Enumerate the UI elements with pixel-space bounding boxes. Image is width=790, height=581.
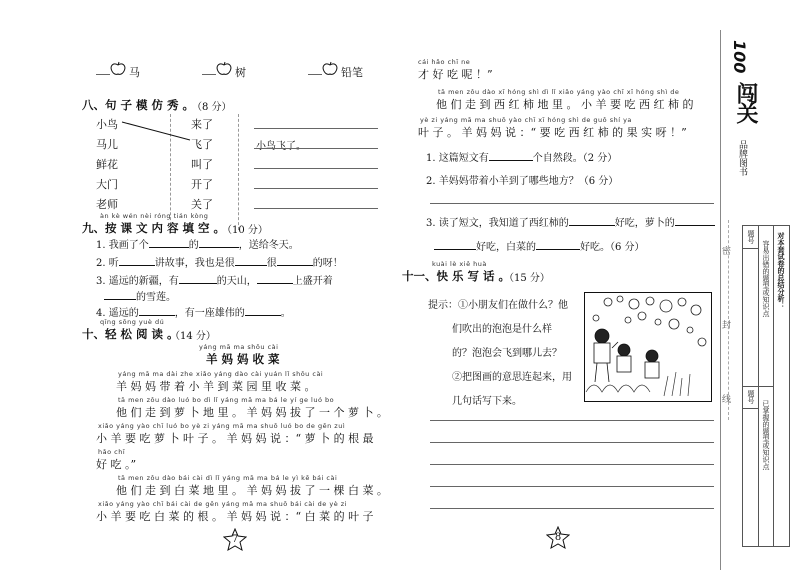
- apple-blank-3: [308, 74, 322, 75]
- sec11-score: （15 分）: [504, 273, 550, 284]
- apple-icon: [322, 61, 338, 76]
- brand-number: 100: [730, 40, 749, 74]
- hint-line: ②把图画的意思连起来，用: [452, 372, 572, 383]
- answer-line[interactable]: [430, 203, 714, 204]
- brand-logo: [724, 40, 764, 190]
- sec8-left-word: 鲜花: [96, 158, 118, 171]
- q3-text: 的雪莲。: [136, 292, 176, 303]
- hint-line: 几句话写下来。: [452, 396, 522, 407]
- story-line: 他 们 走 到 萝 卜 地 里 。 羊 妈 妈 拔 了 一 个 萝 卜 。: [116, 406, 388, 419]
- q3-blank[interactable]: [104, 299, 136, 300]
- story-line: 羊 妈 妈 带 着 小 羊 到 菜 园 里 收 菜 。: [116, 380, 316, 393]
- hint-line: 们吹出的泡泡是什么样: [452, 324, 552, 335]
- sec9-title: 九、按 课 文 内 容 填 空 。: [82, 221, 226, 235]
- q2-blank[interactable]: [277, 265, 313, 266]
- story-title-pinyin: yáng mā ma shōu cài: [199, 343, 279, 351]
- story-line: 小 羊 要 吃 萝 卜 叶 子 。 羊 妈 妈 说 ：“ 萝 卜 的 根 最: [96, 432, 374, 445]
- q3-text: 好吃，萝卜的: [614, 218, 675, 229]
- q1-blank[interactable]: [199, 247, 239, 248]
- q3-blank[interactable]: [675, 225, 715, 226]
- story-pinyin: cái hǎo chī ne: [418, 58, 471, 66]
- story-pinyin: xiǎo yáng yào chī bái cài de gēn yáng mā ma shuō bái cài de yè zi: [98, 500, 347, 508]
- sec9-q3: [96, 272, 333, 287]
- sec11-pinyin: kuài lè xiě huà: [432, 260, 487, 268]
- reading-q3: [426, 214, 715, 229]
- q1-text: 1. 我画了个: [96, 240, 149, 251]
- bubbles-illustration: [584, 292, 712, 402]
- sec8-left-word: 大门: [96, 178, 118, 191]
- q4-text: ，有一座雄伟的: [174, 308, 245, 319]
- q3-blank[interactable]: [536, 249, 580, 250]
- sec9-q3-cont: [104, 288, 176, 303]
- table-title: 对本套试卷的总结分析：: [777, 232, 785, 309]
- story-pinyin: tā men zǒu dào bái cài dì lǐ yáng mā ma bá le yì kē bái cài: [118, 474, 338, 482]
- q1-text: ，送给冬天。: [238, 240, 299, 251]
- story-pinyin: yáng mā ma dài zhe xiǎo yáng dào cài yuán lǐ shōu cài: [118, 370, 324, 378]
- apple-icon: [110, 61, 126, 76]
- q3-text: 3. 读了短文，我知道了西红柿的: [426, 218, 569, 229]
- sec10-pinyin: qīng sōng yuè dú: [100, 318, 165, 326]
- sec11-title: 十一、快 乐 写 话 。: [402, 269, 511, 283]
- apple-blank-1: [96, 74, 110, 75]
- apple-word-2: 树: [235, 66, 246, 79]
- reading-q2: 2. 羊妈妈带着小羊到了哪些地方？（6 分）: [426, 176, 619, 187]
- writing-line[interactable]: [430, 464, 714, 465]
- sec9-q2: [96, 254, 343, 269]
- row1-text: 容易出错的题型或知识点: [762, 240, 770, 317]
- q3-text: 好吃，白菜的: [476, 242, 536, 253]
- example-connector-line: [120, 118, 192, 144]
- q3-text: 的天山，: [216, 276, 257, 287]
- hint-line: 提示：①小朋友们在做什么？他: [428, 300, 568, 311]
- row1-label: 题号: [747, 230, 755, 244]
- brand-sub: 品牌图书: [737, 140, 747, 176]
- sec9-score: （10 分）: [222, 225, 268, 236]
- table-divider: [773, 226, 774, 546]
- q3-blank[interactable]: [569, 225, 615, 226]
- story-line: 叶 子 。 羊 妈 妈 说 ：“ 要 吃 西 红 柿 的 果 实 呀 ！”: [418, 126, 687, 139]
- answer-line[interactable]: [254, 168, 378, 169]
- q1-text: 的: [188, 240, 199, 251]
- table-divider: [743, 408, 758, 409]
- q3-blank[interactable]: [434, 249, 476, 250]
- q2-text: 很: [266, 258, 277, 269]
- analysis-table: [742, 225, 790, 547]
- q2-text: 的呀！: [312, 258, 343, 269]
- answer-line[interactable]: [254, 148, 378, 149]
- apple-icon: [216, 61, 232, 76]
- sec8-score: （8 分）: [192, 102, 232, 113]
- q3-text: 上盛开着: [292, 276, 333, 287]
- sec8-left-word: 小鸟: [96, 118, 118, 131]
- q1-text: 个自然段。（2 分）: [532, 153, 618, 164]
- story-pinyin: tā men zǒu dào luó bo dì lǐ yáng mā ma bá le yí ge luó bo: [118, 396, 335, 404]
- sec8-right-word: 关了: [191, 198, 213, 211]
- q2-blank[interactable]: [235, 265, 267, 266]
- answer-line[interactable]: [254, 188, 378, 189]
- sec8-title: 八、句 子 模 仿 秀 。: [82, 98, 195, 112]
- q1-text: 1. 这篇短文有: [426, 153, 489, 164]
- seal-char: 封: [722, 321, 732, 331]
- writing-line[interactable]: [430, 508, 714, 509]
- sec9-pinyin: àn kè wén nèi róng tián kòng: [100, 212, 209, 220]
- story-pinyin: tā men zǒu dào xī hóng shì dì lǐ xiǎo yáng yào chī xī hóng shì de: [438, 88, 680, 96]
- sec8-left-word: 马儿: [96, 138, 118, 151]
- page-number: 7: [231, 534, 239, 545]
- writing-line[interactable]: [430, 442, 714, 443]
- sec8-right-word: 来了: [191, 118, 213, 131]
- writing-line[interactable]: [430, 486, 714, 487]
- story-pinyin: xiǎo yáng yào chī luó bo yè zi yáng mā ma shuō luó bo de gēn zuì: [98, 422, 346, 430]
- seal-char: 线: [722, 395, 732, 405]
- story-line: 才 好 吃 呢 ！”: [418, 68, 493, 81]
- apple-word-3: 铅笔: [341, 66, 363, 79]
- story-pinyin: hǎo chī: [98, 448, 126, 456]
- q4-blank[interactable]: [245, 315, 281, 316]
- table-divider: [743, 386, 773, 387]
- row2-text: 已掌握的题型或知识点: [762, 400, 770, 470]
- seal-char: 密: [722, 247, 732, 257]
- q3-text: 好吃。（6 分）: [580, 242, 645, 253]
- hint-line: 的？泡泡会飞到哪儿去？: [452, 348, 562, 359]
- binding-edge: [720, 30, 721, 570]
- sec8-right-word: 开了: [191, 178, 213, 191]
- sec9-q4: [96, 304, 291, 319]
- seal-dashed-line: [728, 220, 729, 420]
- sec8-right-word: 叫了: [191, 158, 213, 171]
- story-title: 羊 妈 妈 收 菜: [206, 352, 280, 366]
- brand-name: 闯关: [733, 82, 758, 122]
- story-line: 他 们 走 到 白 菜 地 里 。 羊 妈 妈 拔 了 一 棵 白 菜 。: [116, 484, 388, 497]
- reading-q3-cont: [434, 238, 645, 253]
- q2-blank[interactable]: [119, 265, 155, 266]
- reading-q1: [426, 149, 617, 164]
- example-answer: 小鸟飞了。: [256, 141, 306, 152]
- q4-blank[interactable]: [139, 315, 175, 316]
- q1-blank[interactable]: [149, 247, 189, 248]
- q2-text: 2. 听: [96, 258, 119, 269]
- apple-word-1: 马: [129, 66, 140, 79]
- q3-blank[interactable]: [257, 283, 293, 284]
- story-line: 小 羊 要 吃 白 菜 的 根 。 羊 妈 妈 说 ：“ 白 菜 的 叶 子: [96, 510, 374, 523]
- q4-text: 。: [280, 308, 291, 319]
- sec8-right-word: 飞了: [191, 138, 213, 151]
- row2-label: 题号: [747, 390, 755, 404]
- sec8-left-word: 老师: [96, 198, 118, 211]
- answer-line[interactable]: [254, 208, 378, 209]
- sec10-title: 十、轻 松 阅 读 。: [82, 327, 179, 341]
- story-line: 他 们 走 到 西 红 柿 地 里 。 小 羊 要 吃 西 红 柿 的: [436, 98, 694, 111]
- q3-blank[interactable]: [179, 283, 217, 284]
- divider-dashed: [238, 114, 239, 230]
- story-line: 好 吃 。”: [96, 458, 137, 471]
- q3-text: 3. 遥远的新疆，有: [96, 276, 179, 287]
- writing-line[interactable]: [430, 420, 714, 421]
- table-divider: [743, 248, 758, 249]
- sec10-score: （14 分）: [170, 331, 216, 342]
- answer-line[interactable]: [254, 128, 378, 129]
- page-number: 8: [554, 532, 562, 543]
- story-pinyin: yè zi yáng mā ma shuō yào chī xī hóng shì de guǒ shí ya: [420, 116, 632, 124]
- sec9-q1: [96, 236, 299, 251]
- q1-blank[interactable]: [489, 160, 533, 161]
- q4-text: 4. 遥远的: [96, 308, 139, 319]
- apple-blank-2: [202, 74, 216, 75]
- q2-text: 讲故事，我也是很: [154, 258, 235, 269]
